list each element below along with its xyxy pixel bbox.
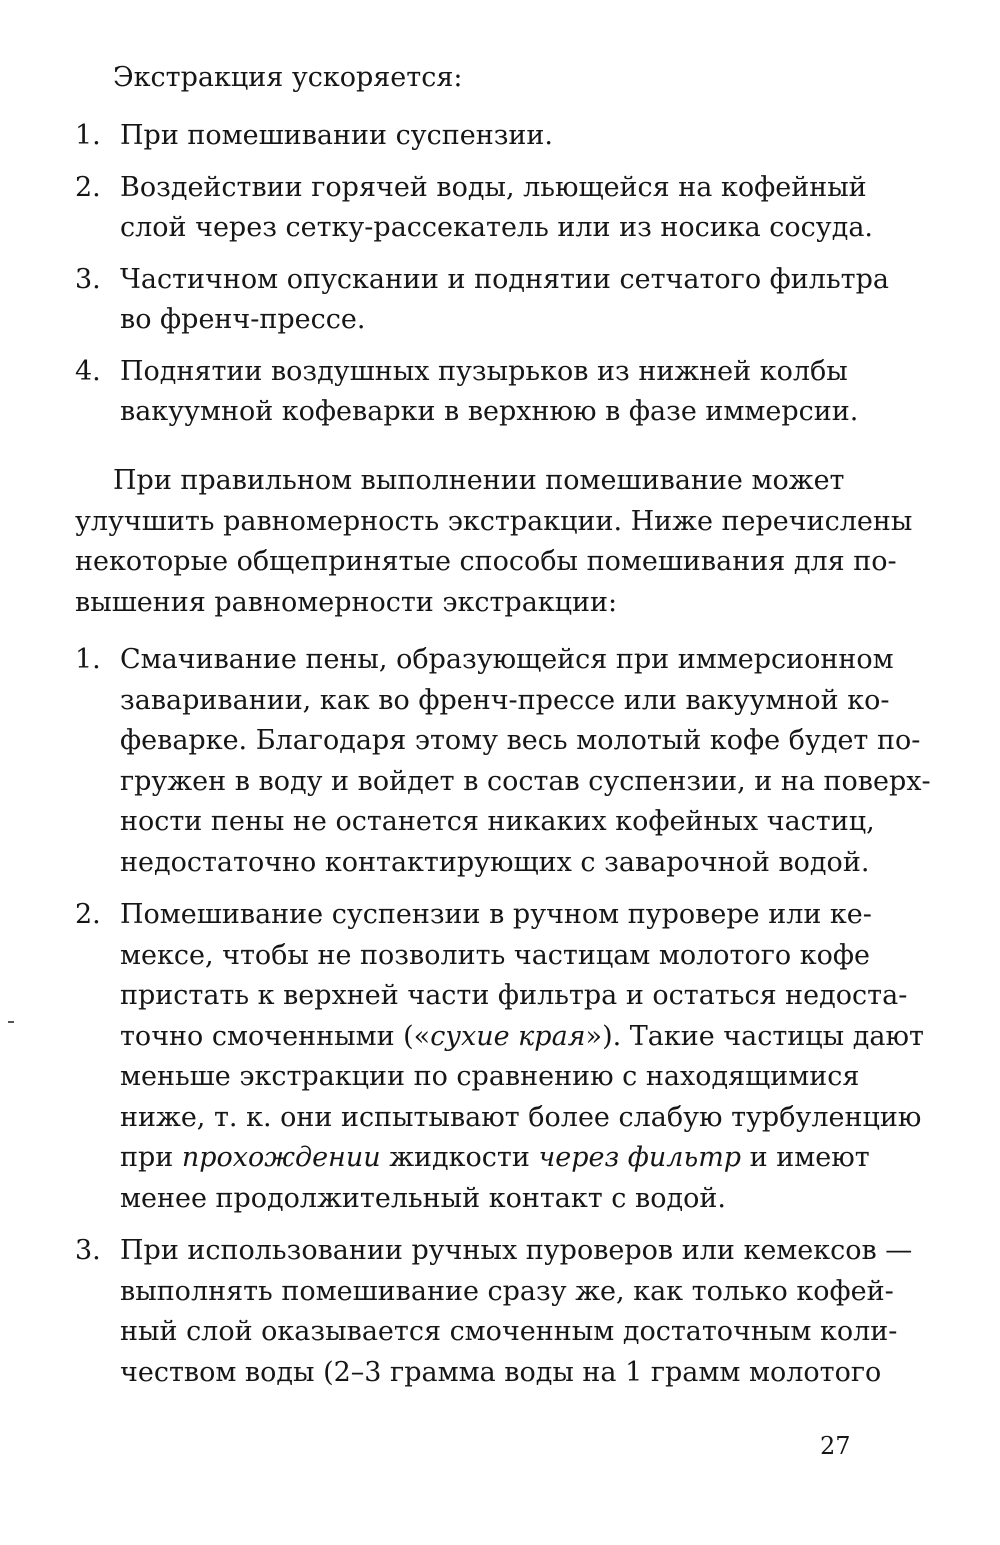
italic-term: сухие края [430,1020,586,1052]
list-line [120,1138,870,1179]
list-item [75,640,931,883]
list-number: 4. [75,355,101,387]
list-line: гружен в воду и войдет в состав суспензии, и на поверх- [120,765,931,797]
list-item [75,116,845,157]
list-number: 3. [75,1235,101,1266]
list-number: 2. [75,899,101,930]
text-fragment: жидкости [380,1142,539,1173]
list-line: феварке. Благодаря этому весь молотый кофе будет по- [120,725,921,756]
list-line: Воздействии горячей воды, льющейся на кофейный [120,171,867,203]
text-fragment: при [120,1142,182,1173]
list-line: слой через сетку-рассекатель или из носика сосуда. [120,212,873,243]
list-line: ности пены не останется никаких кофейных частиц, [120,806,875,837]
list-number: 3. [75,263,101,295]
list-line: вакуумной кофеварки в верхнюю в фазе иммерсии. [120,396,859,427]
scan-artifact [8,1021,14,1023]
intro-paragraph-1 [75,58,845,99]
list-line: меньше экстракции по сравнению с находящимися [120,1061,860,1092]
list-number: 1. [75,120,101,151]
list-line: Частичном опускании и поднятии сетчатого фильтра [120,263,889,295]
page-number: 27 [820,1432,851,1460]
text-fragment: и имеют [741,1142,870,1173]
intro-text: Экстракция ускоряется: [113,62,463,93]
text-fragment: »). Такие частицы дают [585,1020,924,1052]
list-line: заваривании, как во френч-прессе или вакуумной ко- [120,684,890,716]
list-line: Помешивание суспензии в ручном пуровере или ке- [120,899,872,930]
list-line: При использовании ручных пуроверов или кемексов — [120,1235,913,1266]
list-item [75,260,889,341]
list-line: мексе, чтобы не позволить частицам молотого кофе [120,939,870,971]
list-line: чеством воды (2–3 грамма воды на 1 грамм молотого [120,1356,882,1388]
list-item [75,352,859,433]
list-line: во френч-прессе. [120,304,366,335]
stirring-methods-list [75,640,931,1393]
list-line: недостаточно контактирующих с заварочной водой. [120,846,870,878]
list-line: Поднятии воздушных пузырьков из нижней колбы [120,355,848,387]
list-item [75,1231,913,1393]
list-number: 1. [75,644,101,675]
paragraph-line: При правильном выполнении помешивание может [113,465,845,496]
list-number: 2. [75,171,101,203]
list-line: ный слой оказывается смоченным достаточным коли- [120,1316,898,1347]
list-line [120,1017,924,1058]
list-line: выполнять помешивание сразу же, как только кофей- [120,1275,894,1307]
paragraph-line: вышения равномерности экстракции: [75,586,618,618]
paragraph-line: улучшить равномерность экстракции. Ниже перечислены [75,505,913,537]
list-item [75,895,924,1219]
text-fragment: точно смоченными (« [120,1020,431,1052]
intro-paragraph-2 [75,461,913,623]
list-line: Смачивание пены, образующейся при иммерсионном [120,644,894,675]
list-line: пристать к верхней части фильтра и остаться недоста- [120,980,908,1011]
list-item [75,168,873,249]
paragraph-line: некоторые общепринятые способы помешивания для по- [75,546,897,577]
acceleration-list [75,116,889,433]
italic-term: через фильтр [538,1142,742,1173]
list-line: ниже, т. к. они испытывают более слабую турбуленцию [120,1101,922,1133]
italic-term: прохождении [181,1142,381,1173]
list-line: менее продолжительный контакт с водой. [120,1182,726,1214]
list-line: При помешивании суспензии. [120,120,554,151]
